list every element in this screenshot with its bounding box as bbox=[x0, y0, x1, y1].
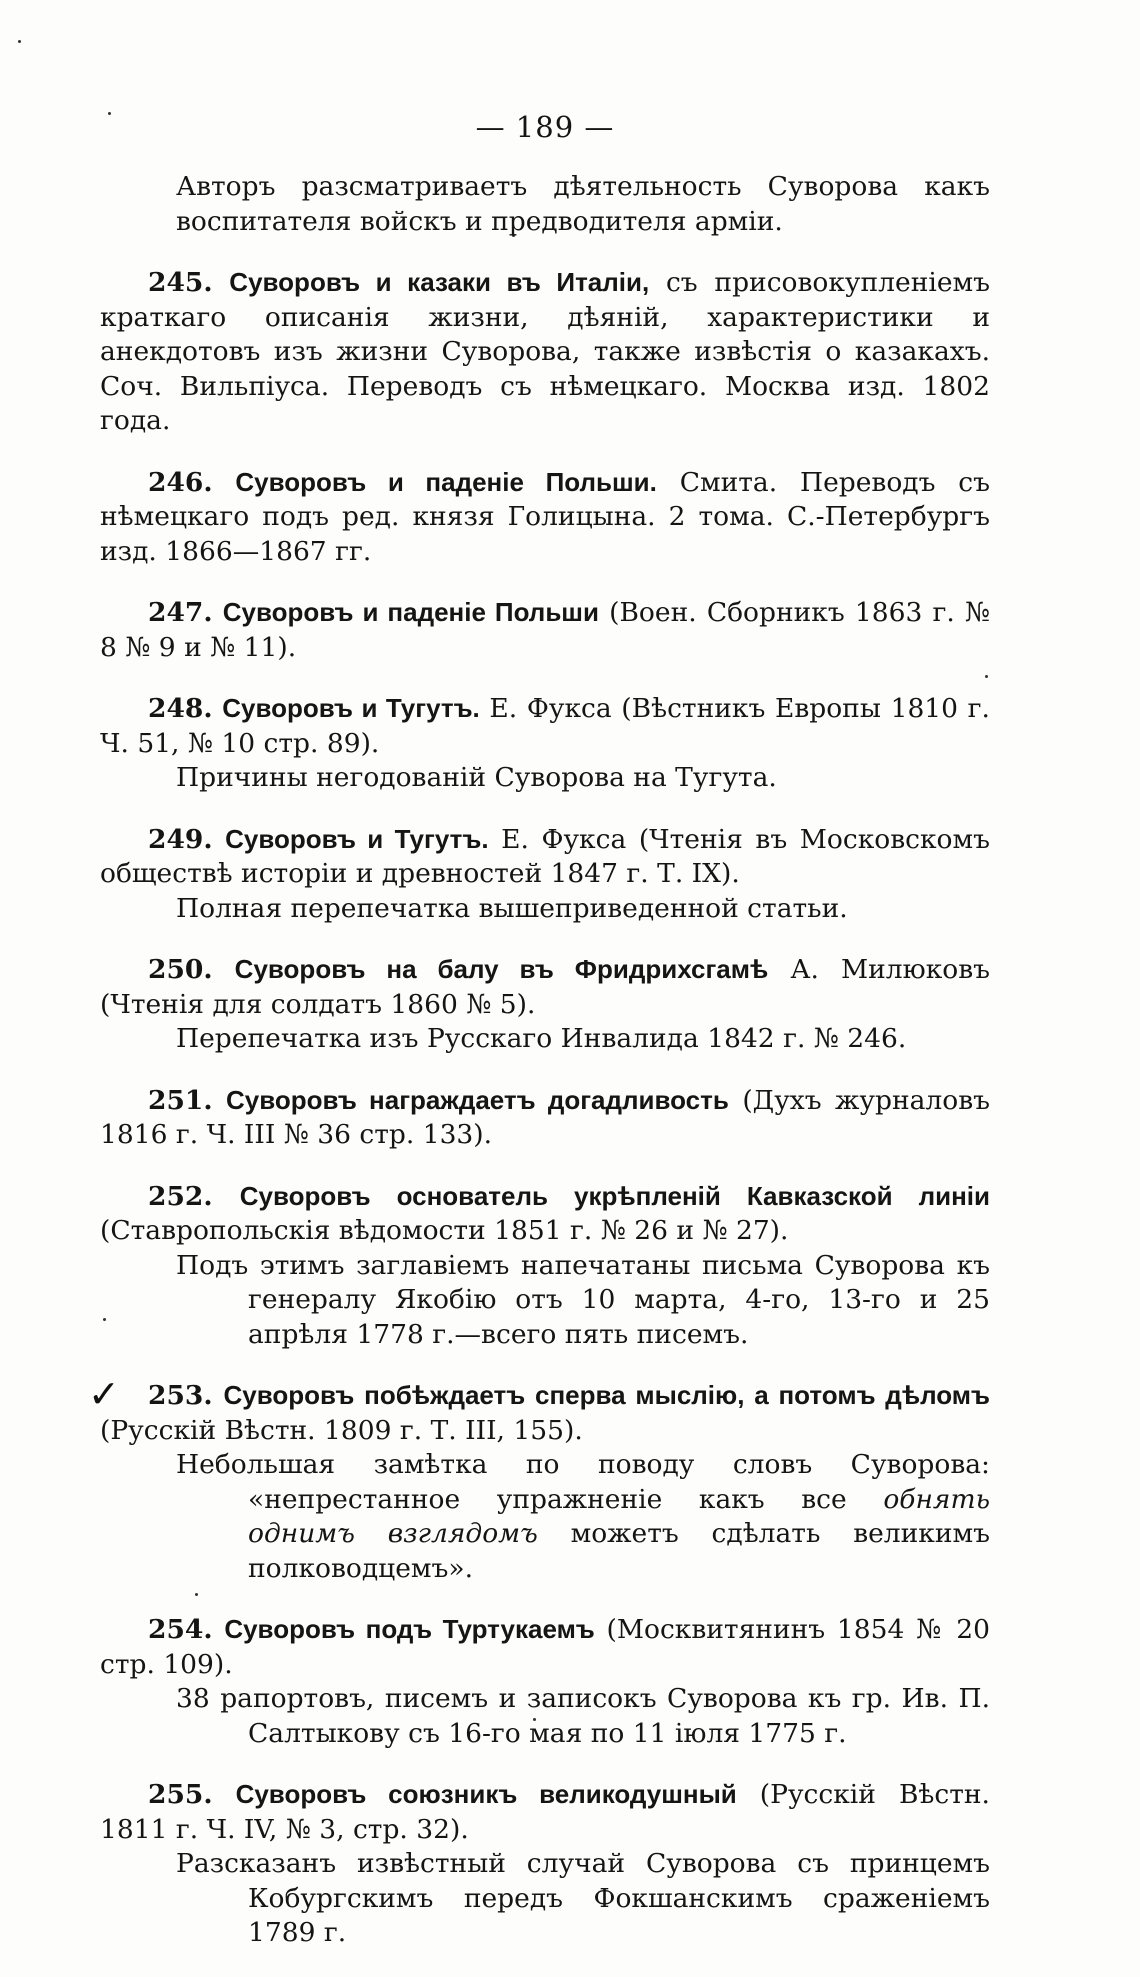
entry-number: 253. bbox=[148, 1380, 213, 1411]
entry-title: Суворовъ основатель укрѣпленій Кавказской линіи bbox=[239, 1180, 990, 1211]
entry-annotation: Причины негодованій Суворова на Тугута. bbox=[176, 762, 777, 793]
entry-citation bbox=[100, 1378, 990, 1448]
bibliography-entry-248 bbox=[100, 691, 990, 796]
bibliography-entry-253 bbox=[88, 1372, 990, 1586]
annotation-quote-italic: обнять однимъ взглядомъ bbox=[248, 1483, 990, 1549]
entry-citation bbox=[100, 595, 990, 665]
entry-number: 246. bbox=[148, 466, 213, 498]
bibliography-entry-249 bbox=[100, 822, 990, 927]
entry-citation bbox=[100, 265, 990, 439]
entry-annotation: Полная перепечатка вышеприведенной статьи. bbox=[176, 892, 848, 924]
entry-details: (Русскій Вѣстн. 1809 г. Т. III, 155). bbox=[100, 1414, 583, 1446]
scan-speck bbox=[18, 40, 21, 43]
intro-note: Авторъ разсматриваетъ дѣятельность Суворова какъ воспитателя войскъ и предводителя арміи. bbox=[176, 171, 990, 237]
bibliography-entry-255 bbox=[100, 1777, 990, 1951]
entry-annotation bbox=[100, 1448, 990, 1586]
bibliography-entry-251 bbox=[100, 1083, 990, 1153]
page-number: — 189 — bbox=[475, 110, 615, 144]
entry-citation bbox=[100, 1777, 990, 1847]
entry-title: Суворовъ на балу въ Фридрихсгамѣ bbox=[234, 954, 769, 984]
entry-title: Суворовъ подъ Туртукаемъ bbox=[224, 1614, 595, 1644]
entry-number: 254. bbox=[148, 1614, 213, 1645]
bibliography-entry-254 bbox=[100, 1612, 990, 1751]
book-page bbox=[88, 110, 990, 1977]
entry-annotation: Разсказанъ извѣстный случай Суворова съ принцемъ Кобургскимъ передъ Фокшанскимъ сраженіемъ 1789 г. bbox=[176, 1848, 990, 1948]
entry-details: (Русскій Вѣстн. 1811 г. Ч. IV, № 3, стр. 32). bbox=[100, 1779, 990, 1845]
entry-details: Е. Фукса (Вѣстникъ Европы 1810 г. Ч. 51, № 10 стр. 89). bbox=[100, 693, 990, 759]
entry-title: Суворовъ и Тугутъ. bbox=[225, 823, 489, 854]
annotation-text: Небольшая замѣтка по поводу словъ Суворова: «непрестанное упражненіе какъ все bbox=[176, 1449, 990, 1515]
entry-citation bbox=[100, 952, 990, 1022]
entry-number: 250. bbox=[148, 954, 213, 985]
bibliography-entry-250 bbox=[100, 952, 990, 1057]
entry-title: Суворовъ награждаетъ догадливость bbox=[226, 1084, 729, 1115]
entry-annotation: Подъ этимъ заглавіемъ напечатаны письма Суворова къ генералу Якобію отъ 10 марта, 4-го, 13-го и 25 апрѣля 1778 г.—всего пять писемъ. bbox=[176, 1249, 990, 1350]
checkmark-icon: ✓ bbox=[88, 1372, 120, 1416]
bibliography-entry-247 bbox=[100, 595, 990, 665]
entry-details: (Москвитянинъ 1854 № 20 стр. 109). bbox=[100, 1614, 990, 1680]
entry-title: Суворовъ и Тугутъ. bbox=[222, 693, 480, 723]
entry-title: Суворовъ и паденіе Польши. bbox=[235, 466, 657, 497]
entry-number: 255. bbox=[148, 1779, 213, 1810]
entry-number: 245. bbox=[148, 267, 213, 298]
entry-number: 252. bbox=[148, 1180, 213, 1212]
bibliography-entry-246 bbox=[100, 465, 990, 570]
entry-citation bbox=[100, 465, 990, 570]
annotation-text-end: можетъ сдѣлать великимъ полководцемъ». bbox=[248, 1518, 990, 1584]
entry-details: Е. Фукса (Чтенія въ Московскомъ обществѣ исторіи и древностей 1847 г. Т. IX). bbox=[100, 823, 990, 889]
entry-number: 249. bbox=[148, 823, 213, 855]
entry-citation bbox=[100, 691, 990, 761]
entry-title: Суворовъ союзникъ великодушный bbox=[235, 1779, 737, 1809]
entry-details: (Воен. Сборникъ 1863 г. № 8 № 9 и № 11). bbox=[100, 597, 990, 663]
entry-details: А. Милюковъ (Чтенія для солдатъ 1860 № 5). bbox=[100, 954, 990, 1020]
bibliography-entry-245 bbox=[100, 265, 990, 439]
entry-citation bbox=[100, 1179, 990, 1249]
entry-citation bbox=[100, 1612, 990, 1682]
entry-title: Суворовъ побѣждаетъ сперва мыслію, а потомъ дѣломъ bbox=[223, 1380, 990, 1410]
entry-annotation: Перепечатка изъ Русскаго Инвалида 1842 г. № 246. bbox=[176, 1023, 907, 1054]
entry-details: съ присовокупленіемъ краткаго описанія жизни, дѣяній, характеристики и анекдотовъ изъ жизни Суворова, также извѣстія о казакахъ. Соч. Вильпіуса. Переводъ съ нѣмецкаго. Москва изд. 1802 года. bbox=[100, 267, 990, 436]
entry-citation bbox=[100, 822, 990, 892]
entry-annotation: 38 рапортовъ, писемъ и записокъ Суворова къ гр. Ив. П. Салтыкову съ 16-го мая по 11 іюля 1775 г. bbox=[176, 1683, 990, 1749]
entry-title: Суворовъ и казаки въ Италіи, bbox=[229, 267, 650, 297]
bibliography-entry-252 bbox=[100, 1179, 990, 1353]
entry-citation bbox=[100, 1083, 990, 1153]
entry-title: Суворовъ и паденіе Польши bbox=[222, 597, 599, 627]
entry-number: 247. bbox=[148, 597, 213, 628]
entry-details: (Ставропольскія вѣдомости 1851 г. № 26 и № 27). bbox=[100, 1215, 789, 1246]
entry-details: Смита. Переводъ съ нѣмецкаго подъ ред. князя Голицына. 2 тома. С.-Петербургъ изд. 1866—1867 гг. bbox=[100, 466, 990, 567]
entry-number: 251. bbox=[148, 1084, 213, 1116]
entry-number: 248. bbox=[148, 693, 213, 724]
entry-details: (Духъ журналовъ 1816 г. Ч. III № 36 стр. 133). bbox=[100, 1084, 990, 1150]
